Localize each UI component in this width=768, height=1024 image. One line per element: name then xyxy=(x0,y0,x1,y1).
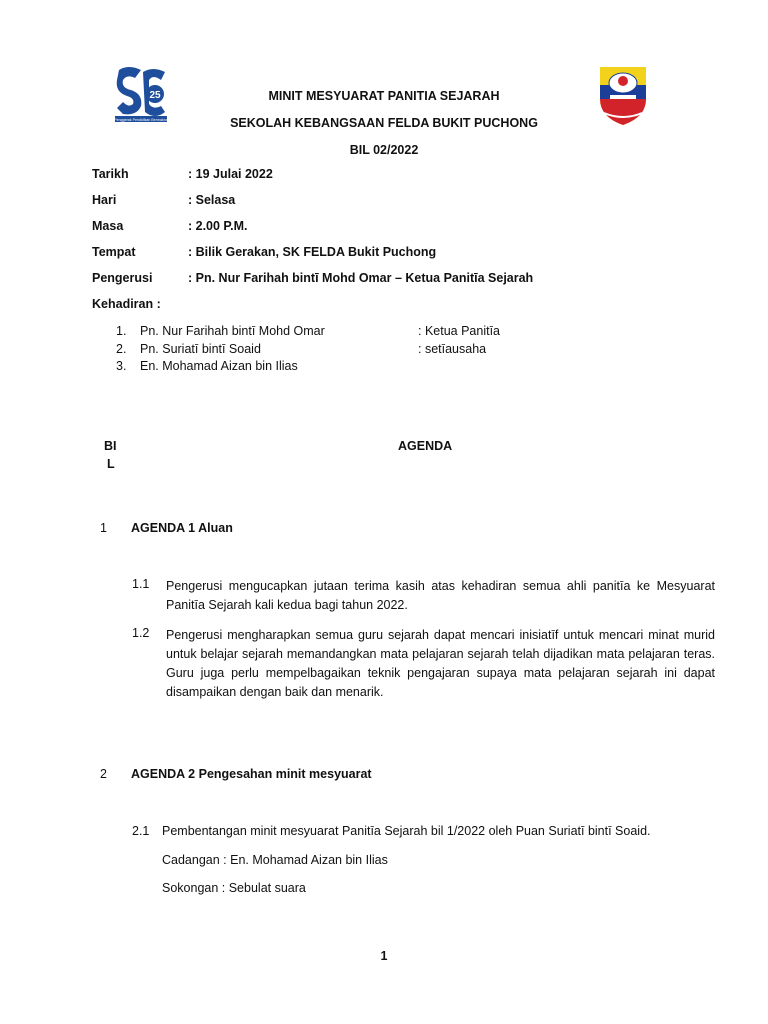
item-2-1-text: Pembentangan minit mesyuarat Panitīa Sejarah bil 1/2022 oleh Puan Suriatī bintī Soaid. xyxy=(162,824,651,838)
agenda-2-title: AGENDA 2 Pengesahan minit mesyuarat xyxy=(131,767,372,781)
item-1-1-number: 1.1 xyxy=(132,577,150,591)
attendance-role-1: : Ketua Panitīa xyxy=(418,324,501,338)
item-1-2-text: Pengerusi mengharapkan semua guru sejarah dapat mencari inisiatīf untuk mencari minat murid untuk belajar sejarah memandangkan mata pelajaran sejarah telah dijadikan mata pelajaran teras. Guru juga perlu mempelbagaikan teknik pengajaran supaya mata pelajaran sejarah ini dapat disampaikan dengan baik dan menarik. xyxy=(166,628,715,699)
agenda-2-number: 2 xyxy=(100,767,107,781)
school-name: SEKOLAH KEBANGSAAN FELDA BUKIT PUCHONG xyxy=(230,116,538,130)
item-2-1-number: 2.1 xyxy=(132,824,150,838)
column-header-bil-part2: L xyxy=(107,457,115,471)
attendance-name-2: Pn. Suriatī bintī Soaid xyxy=(140,342,261,356)
cadangan-line: Cadangan : En. Mohamad Aizan bin Ilias xyxy=(162,853,388,867)
school-badge-logo xyxy=(113,64,169,124)
page-number: 1 xyxy=(380,949,388,963)
meta-label-tempat: Tempat xyxy=(92,245,136,259)
sokongan-line: Sokongan : Sebulat suara xyxy=(162,881,306,895)
meta-value-masa: : 2.00 P.M. xyxy=(188,219,248,233)
meta-value-tarikh: : 19 Julai 2022 xyxy=(188,167,273,181)
attendance-role-2: : setīausaha xyxy=(418,342,487,356)
attendance-num-2: 2. xyxy=(116,342,127,356)
meta-value-hari: : Selasa xyxy=(188,193,236,207)
state-crest-logo xyxy=(596,65,650,127)
attendance-num-1: 1. xyxy=(116,324,127,338)
item-1-2-number: 1.2 xyxy=(132,626,150,640)
agenda-1-title: AGENDA 1 Aluan xyxy=(131,521,233,535)
attendance-label: Kehadiran : xyxy=(92,297,161,311)
attendance-name-1: Pn. Nur Farihah bintī Mohd Omar xyxy=(140,324,325,338)
meta-value-tempat: : Bilik Gerakan, SK FELDA Bukit Puchong xyxy=(188,245,437,259)
agenda-1-number: 1 xyxy=(100,521,107,535)
attendance-name-3: En. Mohamad Aizan bin Ilias xyxy=(140,359,298,373)
meta-value-pengerusi: : Pn. Nur Farihah bintī Mohd Omar – Ketua Panitīa Sejarah xyxy=(188,271,534,285)
meeting-number: BIL 02/2022 xyxy=(349,143,419,157)
meta-label-pengerusi: Pengerusi xyxy=(92,271,153,285)
logo-anniversary-number: 25 xyxy=(149,90,161,101)
attendance-num-3: 3. xyxy=(116,359,127,373)
column-header-bil-part1: BI xyxy=(104,439,117,453)
meta-label-hari: Hari xyxy=(92,193,117,207)
meta-label-masa: Masa xyxy=(92,219,124,233)
document-title: MINIT MESYUARAT PANITIA SEJARAH xyxy=(268,89,500,103)
logo-caption: Penggerak Pendidikan Bermakna xyxy=(114,118,168,122)
meta-label-tarikh: Tarikh xyxy=(92,167,129,181)
column-header-agenda: AGENDA xyxy=(398,439,453,453)
item-1-1-text: Pengerusi mengucapkan jutaan terima kasih atas kehadiran semua ahli panitīa ke Mesyuarat Panitīa Sejarah kali kedua bagi tahun 2022. xyxy=(166,579,715,612)
